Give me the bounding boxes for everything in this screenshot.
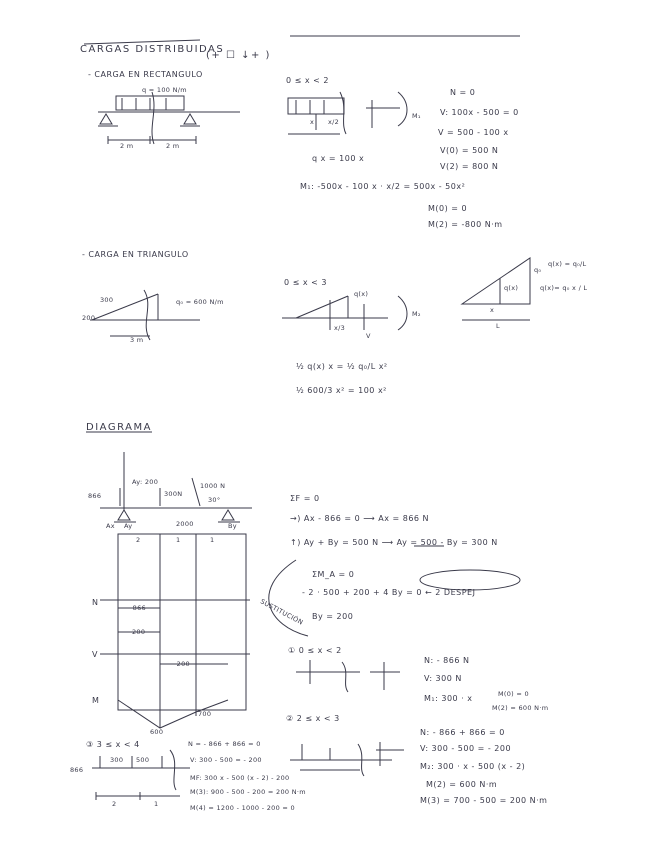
segment2-eq: V: 300 - 500 = - 200 — [420, 744, 512, 753]
diagram-label: 300N — [164, 490, 183, 498]
equilibrium-eq: ΣM_A = 0 — [312, 570, 355, 579]
diagram-label: By — [228, 522, 237, 530]
triangle-load-value: q₀ = 600 N/m — [176, 298, 224, 306]
diagram-label: 1 — [176, 536, 181, 544]
rect-moment-val: M(2) = -800 N·m — [428, 220, 503, 229]
segment3-range: ③ 3 ≤ x < 4 — [86, 740, 140, 749]
diagram-value: -200 — [174, 660, 190, 668]
segment2-eq: M(3) = 700 - 500 = 200 N·m — [420, 796, 548, 805]
segment1-eq: M₁: 300 · x — [424, 694, 473, 703]
diagram-heading: DIAGRAMA — [86, 422, 152, 433]
segment1-sketch — [296, 660, 400, 692]
segment3-label: 500 — [136, 756, 150, 764]
triangle-formula: q(x)= q₀ x / L — [540, 284, 588, 292]
diagram-value: 600 — [150, 728, 164, 736]
segment2-eq: N: - 866 + 866 = 0 — [420, 728, 505, 737]
triangle-v-label: V — [366, 332, 371, 340]
segment2-range: ② 2 ≤ x < 3 — [286, 714, 340, 723]
rect-eq: V: 100x - 500 = 0 — [440, 108, 519, 117]
segment1-eq: N: - 866 N — [424, 656, 470, 665]
triangle-qx-label: q(x) — [504, 284, 519, 292]
segment3-eq: V: 300 - 500 = - 200 — [190, 756, 262, 764]
diagram-label: 2 — [136, 536, 141, 544]
segment3-eq: N = - 866 + 866 = 0 — [188, 740, 261, 748]
diagram-value: 700 — [198, 710, 212, 718]
triangle-qx-label: q(x) — [354, 290, 369, 298]
rect-range: 0 ≤ x < 2 — [286, 76, 329, 85]
sign-convention: (+ ☐ ↓+ ) — [206, 50, 271, 61]
rect-free-body-sketch — [288, 92, 407, 134]
triangle-eq: ½ 600/3 x² = 100 x² — [296, 386, 387, 395]
triangle-length-label: 3 m — [130, 336, 144, 344]
triangle-q0-label: q₀ — [534, 266, 542, 274]
rect-moment-label: M₁ — [412, 112, 421, 120]
segment1-eq: M(2) = 600 N·m — [492, 704, 549, 712]
segment2-eq: M₂: 300 · x - 500 (x - 2) — [420, 762, 526, 771]
rect-moment-val: M(0) = 0 — [428, 204, 468, 213]
diagram-axis-N: N — [92, 598, 99, 607]
equilibrium-eq: →) Ax - 866 = 0 ⟶ Ax = 866 N — [290, 514, 430, 523]
segment3-label: 300 — [110, 756, 124, 764]
triangle-moment-label: M₂ — [412, 310, 421, 318]
triangle-label: 300 — [100, 296, 114, 304]
diagram-label: 866 — [88, 492, 102, 500]
triangle-formula: q(x) = q₀/L — [548, 260, 587, 268]
equilibrium-eq: By = 200 — [312, 612, 354, 621]
equilibrium-eq: - 2 · 500 + 200 + 4 By = 0 ← 2 DESPEJ — [302, 588, 476, 597]
rect-length-label: 2 m — [120, 142, 134, 150]
diagram-value: 200 — [132, 628, 146, 636]
substitution-arrow-sketch — [269, 560, 308, 636]
substitution-note: SUSTITUCIÓN — [258, 597, 305, 627]
segment3-label: 1 — [154, 800, 159, 808]
rect-eq: V(2) = 800 N — [440, 162, 499, 171]
triangle-range: 0 ≤ x < 3 — [284, 278, 327, 287]
segment2-sketch — [290, 742, 404, 776]
segment3-eq: M(3): 900 - 500 - 200 = 200 N·m — [190, 788, 306, 796]
segment3-eq: MF: 300 x - 500 (x - 2) - 200 — [190, 774, 290, 782]
segment2-eq: M(2) = 600 N·m — [426, 780, 498, 789]
segment1-range: ① 0 ≤ x < 2 — [288, 646, 342, 655]
segment3-eq: M(4) = 1200 - 1000 - 200 = 0 — [190, 804, 295, 812]
diagram-label: Ay — [124, 522, 133, 530]
rect-xhalf-label: x/2 — [328, 118, 340, 126]
segment1-eq: M(0) = 0 — [498, 690, 529, 698]
rect-eq: N = 0 — [450, 88, 476, 97]
triangle-x3-label: x/3 — [334, 324, 346, 332]
triangle-label: 200 — [82, 314, 96, 322]
rect-load-heading: - CARGA EN RECTANGULO — [88, 70, 203, 79]
despeje-circle-sketch — [420, 570, 520, 590]
triangle-x-label: x — [490, 306, 495, 314]
equilibrium-eq: ΣF = 0 — [290, 494, 320, 503]
diagram-label: 1000 N — [200, 482, 226, 490]
segment3-label: 866 — [70, 766, 84, 774]
triangle-geometry-sketch — [462, 258, 530, 320]
diagram-label: Ax — [106, 522, 115, 530]
rect-load-beam-sketch — [98, 92, 240, 144]
rect-x-label: x — [310, 118, 315, 126]
rect-moment-eq: M₁: -500x - 100 x · x/2 = 500x - 50x² — [300, 182, 466, 191]
rect-load-value: q = 100 N/m — [142, 86, 187, 94]
diagram-label: 30° — [208, 496, 221, 504]
diagram-axis-V: V — [92, 650, 98, 659]
diagram-label: Ay: 200 — [132, 478, 159, 486]
diagram-axis-M: M — [92, 696, 100, 705]
diagram-value: -866 — [130, 604, 146, 612]
equilibrium-eq: ↑) Ay + By = 500 N ⟶ Ay = 500 - By = 300 N — [290, 538, 498, 547]
triangle-eq: ½ q(x) x = ½ q₀/L x² — [296, 362, 388, 371]
page-title: CARGAS DISTRIBUIDAS — [80, 44, 225, 55]
diagram-label: 1 — [210, 536, 215, 544]
segment3-label: 2 — [112, 800, 117, 808]
rect-eq: V(0) = 500 N — [440, 146, 499, 155]
segment1-eq: V: 300 N — [424, 674, 462, 683]
triangle-L-label: L — [496, 322, 500, 330]
rect-length-label: 2 m — [166, 142, 180, 150]
rect-resultant: q x = 100 x — [312, 154, 365, 163]
diagram-label: 2000 — [176, 520, 194, 528]
rect-eq: V = 500 - 100 x — [438, 128, 509, 137]
triangle-load-heading: - CARGA EN TRIANGULO — [82, 250, 189, 259]
